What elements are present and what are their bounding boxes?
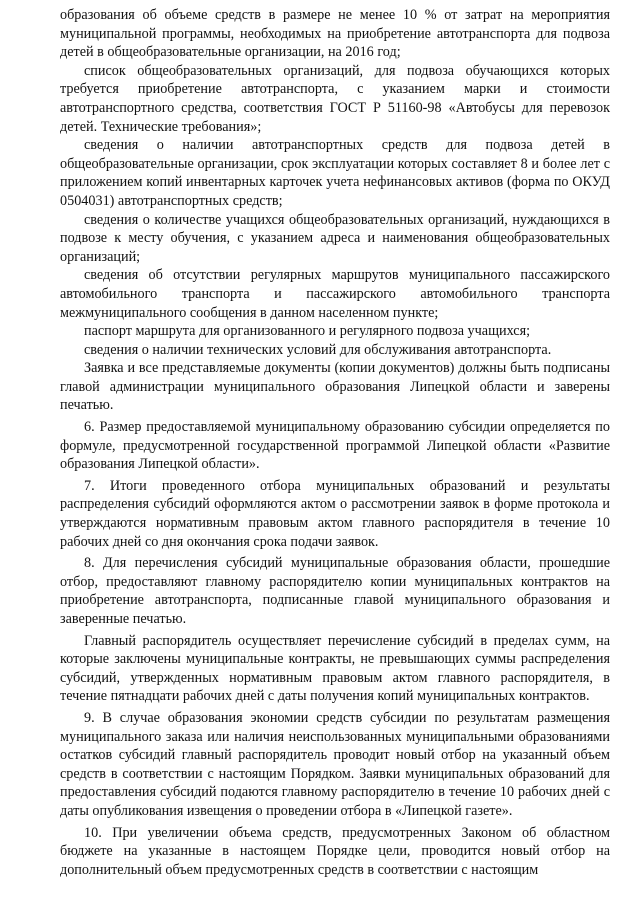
paragraph-item-10: 10. При увеличении объема средств, предусмотренных Законом об областном бюджете на указанные в настоящем Порядке цели, проводится новый отбор на дополнительный объем предусмотренных средств в соответствии с настоящим	[60, 824, 610, 878]
paragraph-technical-conditions: сведения о наличии технических условий для обслуживания автотранспорта.	[84, 341, 552, 358]
paragraph-item-6: 6. Размер предоставляемой муниципальному образованию субсидии определяется по формуле, предусмотренной государственной программой Липецкой области «Развитие образования Липецкой области».	[60, 419, 610, 473]
paragraph-transfer: Главный распорядитель осуществляет перечисление субсидий в пределах сумм, на которые заключены муниципальные контракты, не превышающих суммы распределения субсидий, утвержденных нормативным правовым актом главного распорядителя, в течение пятнадцати рабочих дней с даты получения копий муниципальных контрактов.	[60, 632, 610, 705]
paragraph-school-list: список общеобразовательных организаций, для подвоза обучающихся которых требуется приобретение автотранспорта, с указанием марки и стоимости автотранспортного средства, соответствия ГОСТ Р 51160-98 «Автобусы для перевозок детей. Технические требования»;	[60, 62, 610, 135]
paragraph-item-8: 8. Для перечисления субсидий муниципальные образования области, прошедшие отбор, предоставляют главному распорядителю копии муниципальных контрактов на приобретение автотранспорта, подписанные главой муниципального образования и заверенные печатью.	[60, 555, 610, 627]
paragraph-signature-requirement: Заявка и все представляемые документы (копии документов) должны быть подписаны главой администрации муниципального образования Липецкой области и заверены печатью.	[60, 360, 610, 414]
paragraph-route-passport: паспорт маршрута для организованного и регулярного подвоза учащихся;	[84, 323, 531, 340]
paragraph-continuation: образования об объеме средств в размере не менее 10 % от затрат на мероприятия муниципальной программы, необходимых на приобретение автотранспорта для подвоза детей в общеобразовательные организации, на 2016 год;	[60, 7, 610, 61]
paragraph-no-routes: сведения об отсутствии регулярных маршрутов муниципального пассажирского автомобильного транспорта и пассажирского автомобильного транспорта межмуниципального сообщения в данном населенном пункте;	[60, 267, 610, 321]
paragraph-item-9: 9. В случае образования экономии средств субсидии по результатам размещения муниципального заказа или наличия неиспользованных муниципальными образованиями остатков субсидий главный распорядитель проводит новый отбор на указанный объем средств в соответствии с настоящим Порядком. Заявки муниципальных образований для предоставления субсидий подаются главному распорядителю в течение 10 рабочих дней с даты опубликования извещения о проведении отбора в «Липецкой газете».	[60, 709, 610, 819]
paragraph-student-count: сведения о количестве учащихся общеобразовательных организаций, нуждающихся в подвозе к месту обучения, с указанием адреса и наименования общеобразовательных организаций;	[60, 211, 610, 265]
paragraph-item-7: 7. Итоги проведенного отбора муниципальных образований и результаты распределения субсидий оформляются актом о рассмотрении заявок в форме протокола и утверждаются нормативным правовым актом главного распорядителя в течение 10 рабочих дней со дня окончания срока подачи заявок.	[60, 477, 610, 550]
paragraph-vehicle-info: сведения о наличии автотранспортных средств для подвоза детей в общеобразовательные организации, срок эксплуатации которых составляет 8 и более лет с приложением копий инвентарных карточек учета нефинансовых активов (форма по ОКУД 0504031) автотранспортных средств;	[60, 137, 610, 209]
